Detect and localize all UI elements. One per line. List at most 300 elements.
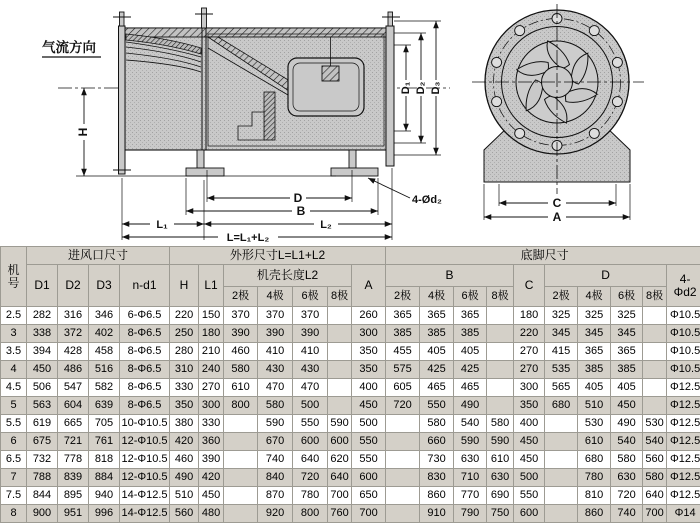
table-cell: 270 (514, 361, 545, 379)
table-cell: 550 (352, 433, 386, 451)
table-cell: 270 (514, 343, 545, 361)
header-d: D (545, 265, 667, 287)
table-cell (224, 415, 258, 433)
table-cell: 316 (58, 307, 89, 325)
table-cell: 14-Φ12.5 (120, 487, 170, 505)
table-cell: 400 (352, 379, 386, 397)
table-cell: 951 (58, 505, 89, 523)
table-cell: 680 (545, 397, 578, 415)
table-cell: 486 (58, 361, 89, 379)
table-cell: 455 (386, 343, 420, 361)
table-cell: 530 (643, 415, 667, 433)
header-d-pole4: 4极 (578, 287, 611, 307)
table-cell: Φ12.5 (667, 415, 700, 433)
table-cell: 619 (27, 415, 58, 433)
dim-label-h: H (76, 128, 90, 137)
dim-label-c: C (553, 196, 562, 210)
table-cell: Φ12.5 (667, 379, 700, 397)
table-cell: 5 (1, 397, 27, 415)
table-cell: 490 (454, 397, 487, 415)
table-cell: 5.5 (1, 415, 27, 433)
dim-label-foot-holes: 4-Ød₂ (412, 194, 442, 206)
table-cell: 740 (258, 451, 293, 469)
dim-label-d2: D₂ (415, 81, 427, 94)
header-d3: D3 (89, 265, 120, 307)
spec-table-rows (1, 307, 700, 523)
table-cell: 180 (199, 325, 224, 343)
table-cell (545, 433, 578, 451)
table-cell: 450 (352, 397, 386, 415)
table-cell: Φ12.5 (667, 433, 700, 451)
side-view (58, 8, 450, 244)
table-cell: 550 (352, 451, 386, 469)
table-cell: 600 (352, 469, 386, 487)
table-cell: 370 (224, 307, 258, 325)
table-cell (328, 307, 352, 325)
header-b-pole2: 2极 (386, 287, 420, 307)
table-cell: 506 (27, 379, 58, 397)
table-cell (487, 397, 514, 415)
table-cell: 450 (199, 487, 224, 505)
table-row (1, 469, 700, 487)
header-a: A (352, 265, 386, 307)
table-cell: 365 (454, 307, 487, 325)
table-row (1, 325, 700, 343)
header-d-pole8: 8极 (643, 287, 667, 307)
table-cell (545, 415, 578, 433)
table-cell: 8 (1, 505, 27, 523)
table-cell: 530 (578, 415, 611, 433)
header-d2: D2 (58, 265, 89, 307)
header-c: C (514, 265, 545, 307)
table-cell: 580 (643, 469, 667, 487)
table-cell: 8-Φ6.5 (120, 325, 170, 343)
table-cell: 400 (514, 415, 545, 433)
table-cell: 810 (578, 487, 611, 505)
dim-label-b: B (297, 204, 306, 218)
table-cell: 450 (514, 451, 545, 469)
inlet-flange (119, 26, 126, 174)
table-cell: 582 (89, 379, 120, 397)
table-row (1, 361, 700, 379)
table-cell (487, 361, 514, 379)
table-cell: 365 (578, 343, 611, 361)
table-cell: 640 (328, 469, 352, 487)
junction-box (322, 66, 339, 81)
table-cell: 490 (170, 469, 199, 487)
table-cell: 700 (352, 505, 386, 523)
table-cell: 420 (170, 433, 199, 451)
header-b-pole6: 6极 (454, 287, 487, 307)
table-cell: 630 (487, 469, 514, 487)
table-cell: 500 (352, 415, 386, 433)
table-cell: 610 (578, 433, 611, 451)
header-l2-pole6: 6极 (293, 287, 328, 307)
airflow-direction-label (42, 39, 101, 57)
table-row (1, 451, 700, 469)
table-cell (224, 469, 258, 487)
table-cell (328, 379, 352, 397)
table-cell: 385 (611, 361, 643, 379)
table-cell: 425 (420, 361, 454, 379)
table-cell: 840 (258, 469, 293, 487)
table-cell (545, 451, 578, 469)
header-b: B (386, 265, 514, 287)
dimension-table (0, 246, 700, 523)
table-cell: 996 (89, 505, 120, 523)
table-cell: Φ10.5 (667, 325, 700, 343)
table-cell: 580 (420, 415, 454, 433)
motor-support (264, 92, 275, 140)
table-cell: 430 (258, 361, 293, 379)
table-cell: 405 (454, 343, 487, 361)
table-cell: 690 (487, 487, 514, 505)
table-row (1, 433, 700, 451)
header-d1: D1 (27, 265, 58, 307)
table-cell: 370 (293, 307, 328, 325)
table-cell: 14-Φ12.5 (120, 505, 170, 523)
header-machine-char2: 号 (1, 277, 26, 290)
table-cell: 350 (352, 361, 386, 379)
table-cell: 730 (420, 451, 454, 469)
table-cell: 720 (293, 469, 328, 487)
table-cell: 410 (293, 343, 328, 361)
table-cell: 4.5 (1, 379, 27, 397)
table-row (1, 415, 700, 433)
table-cell: Φ12.5 (667, 469, 700, 487)
table-cell: 325 (578, 307, 611, 325)
table-cell: 590 (487, 433, 514, 451)
table-cell: 580 (224, 361, 258, 379)
table-row (1, 307, 700, 325)
table-cell: 575 (386, 361, 420, 379)
table-cell: 405 (611, 379, 643, 397)
table-cell: 800 (293, 505, 328, 523)
header-l1: L1 (199, 265, 224, 307)
header-b-pole8: 8极 (487, 287, 514, 307)
table-cell (328, 397, 352, 415)
table-cell: 465 (454, 379, 487, 397)
table-cell (643, 343, 667, 361)
header-overall-group: 外形尺寸L=L1+L2 (170, 247, 386, 265)
table-cell: Φ10.5 (667, 343, 700, 361)
table-cell: 385 (454, 325, 487, 343)
table-cell: 325 (611, 307, 643, 325)
table-cell: 580 (258, 397, 293, 415)
table-cell: 560 (170, 505, 199, 523)
table-cell: 565 (545, 379, 578, 397)
outlet-flange (386, 26, 394, 166)
table-cell: 300 (514, 379, 545, 397)
table-cell: 350 (514, 397, 545, 415)
table-cell: 660 (420, 433, 454, 451)
table-row (1, 397, 700, 415)
dim-label-l-total: L=L₁+L₂ (227, 232, 270, 244)
table-cell: 310 (170, 361, 199, 379)
table-cell: 385 (420, 325, 454, 343)
table-cell (386, 505, 420, 523)
table-cell: 600 (293, 433, 328, 451)
dim-label-d3: D₃ (430, 81, 442, 94)
table-cell: 590 (454, 433, 487, 451)
table-cell (224, 487, 258, 505)
table-cell: 250 (170, 325, 199, 343)
table-cell: 550 (514, 487, 545, 505)
table-cell: 650 (352, 487, 386, 505)
table-cell: 360 (199, 433, 224, 451)
table-cell: 240 (199, 361, 224, 379)
table-cell (224, 505, 258, 523)
table-cell: 895 (58, 487, 89, 505)
table-cell: 415 (545, 343, 578, 361)
table-cell: 350 (352, 343, 386, 361)
table-cell: 740 (611, 505, 643, 523)
table-row (1, 343, 700, 361)
table-cell (643, 361, 667, 379)
table-cell: 2.5 (1, 307, 27, 325)
table-cell: 338 (27, 325, 58, 343)
table-cell: 330 (199, 415, 224, 433)
front-view (472, 4, 644, 224)
table-cell (545, 469, 578, 487)
table-cell: 600 (514, 505, 545, 523)
header-d-pole2: 2极 (545, 287, 578, 307)
table-cell: 390 (224, 325, 258, 343)
table-cell: 450 (514, 433, 545, 451)
table-cell: Φ10.5 (667, 361, 700, 379)
airflow-text: 气流方向 (42, 39, 96, 55)
table-cell: 705 (89, 415, 120, 433)
table-cell: 700 (328, 487, 352, 505)
table-cell: 670 (258, 433, 293, 451)
table-cell: 480 (199, 505, 224, 523)
table-cell: 844 (27, 487, 58, 505)
table-cell: 780 (578, 469, 611, 487)
table-row (1, 487, 700, 505)
table-cell: 800 (224, 397, 258, 415)
table-cell: 365 (420, 307, 454, 325)
table-cell: 270 (199, 379, 224, 397)
table-cell: 500 (293, 397, 328, 415)
table-cell (487, 343, 514, 361)
header-l2-pole2: 2极 (224, 287, 258, 307)
table-cell: 590 (328, 415, 352, 433)
table-cell (487, 379, 514, 397)
table-cell: 870 (258, 487, 293, 505)
table-cell: 590 (258, 415, 293, 433)
table-cell: 732 (27, 451, 58, 469)
table-cell: 500 (514, 469, 545, 487)
table-cell: 563 (27, 397, 58, 415)
table-cell: 516 (89, 361, 120, 379)
table-cell (545, 505, 578, 523)
table-cell: 610 (224, 379, 258, 397)
table-cell: 465 (420, 379, 454, 397)
table-cell: 12-Φ10.5 (120, 433, 170, 451)
table-cell: 6.5 (1, 451, 27, 469)
header-hole-spec (667, 265, 700, 307)
table-cell: 680 (578, 451, 611, 469)
table-cell: Φ14 (667, 505, 700, 523)
table-cell: 385 (578, 361, 611, 379)
header-foot-group: 底脚尺寸 (386, 247, 700, 265)
table-cell: 410 (258, 343, 293, 361)
header-hole-spec-line1: 4- (667, 273, 700, 286)
table-cell: 8-Φ6.5 (120, 361, 170, 379)
table-cell: 12-Φ10.5 (120, 451, 170, 469)
fan-drawing-svg (0, 0, 700, 246)
table-cell (643, 379, 667, 397)
table-cell: 282 (27, 307, 58, 325)
table-cell: 604 (58, 397, 89, 415)
table-cell: 405 (420, 343, 454, 361)
table-row (1, 379, 700, 397)
table-cell: 380 (170, 415, 199, 433)
table-cell: 547 (58, 379, 89, 397)
table-row (1, 505, 700, 523)
table-cell: 605 (386, 379, 420, 397)
table-cell: 470 (293, 379, 328, 397)
table-cell: Φ12.5 (667, 397, 700, 415)
table-cell: 550 (293, 415, 328, 433)
table-cell: 385 (386, 325, 420, 343)
table-cell: 350 (170, 397, 199, 415)
header-d-pole6: 6极 (611, 287, 643, 307)
table-cell (386, 451, 420, 469)
table-cell: 540 (454, 415, 487, 433)
table-cell: 420 (199, 469, 224, 487)
dim-label-l1: L₁ (156, 219, 168, 231)
table-cell (328, 361, 352, 379)
table-cell: 910 (420, 505, 454, 523)
dim-label-a: A (553, 210, 562, 224)
table-cell (643, 307, 667, 325)
table-cell: 900 (27, 505, 58, 523)
table-cell: 394 (27, 343, 58, 361)
table-cell: 180 (514, 307, 545, 325)
table-cell: 365 (611, 343, 643, 361)
table-cell: 365 (386, 307, 420, 325)
table-cell: 450 (611, 397, 643, 415)
table-cell: 470 (258, 379, 293, 397)
table-cell: Φ12.5 (667, 451, 700, 469)
table-cell: 8-Φ6.5 (120, 379, 170, 397)
table-cell: 390 (258, 325, 293, 343)
table-cell: 3 (1, 325, 27, 343)
table-cell: 640 (643, 487, 667, 505)
table-cell (643, 397, 667, 415)
table-cell: 260 (352, 307, 386, 325)
header-h: H (170, 265, 199, 307)
header-casing-length: 机壳长度L2 (224, 265, 352, 287)
table-cell: 372 (58, 325, 89, 343)
table-cell: 788 (27, 469, 58, 487)
table-cell: 7 (1, 469, 27, 487)
table-cell: 580 (611, 451, 643, 469)
header-nd1: n-d1 (120, 265, 170, 307)
table-cell: 580 (487, 415, 514, 433)
table-cell: 8-Φ6.5 (120, 343, 170, 361)
table-cell: 150 (199, 307, 224, 325)
table-cell (224, 433, 258, 451)
table-cell: 630 (454, 451, 487, 469)
table-cell: 778 (58, 451, 89, 469)
table-cell: 540 (643, 433, 667, 451)
dim-label-d: D (294, 191, 303, 205)
table-cell: 345 (578, 325, 611, 343)
header-inlet-group: 进风口尺寸 (27, 247, 170, 265)
table-cell: 630 (611, 469, 643, 487)
table-cell: 345 (611, 325, 643, 343)
table-cell: 330 (170, 379, 199, 397)
table-cell: 839 (58, 469, 89, 487)
table-cell: 710 (454, 469, 487, 487)
table-cell: 220 (170, 307, 199, 325)
table-cell (487, 307, 514, 325)
dim-label-d1: D₁ (400, 81, 412, 94)
header-hole-spec-line2: Φd2 (667, 286, 700, 299)
header-machine-no (1, 247, 27, 307)
table-cell: 6-Φ6.5 (120, 307, 170, 325)
table-cell: 540 (611, 433, 643, 451)
table-cell: 860 (420, 487, 454, 505)
table-cell: 345 (545, 325, 578, 343)
table-cell (224, 451, 258, 469)
table-cell (545, 487, 578, 505)
table-cell: 884 (89, 469, 120, 487)
table-cell (386, 415, 420, 433)
table-cell: 8-Φ6.5 (120, 397, 170, 415)
table-cell: 7.5 (1, 487, 27, 505)
table-cell: 430 (293, 361, 328, 379)
table-cell: 700 (643, 505, 667, 523)
table-cell: 818 (89, 451, 120, 469)
table-cell: 3.5 (1, 343, 27, 361)
table-cell: 300 (352, 325, 386, 343)
table-cell: 10-Φ10.5 (120, 415, 170, 433)
table-cell: 620 (328, 451, 352, 469)
dim-label-l2: L₂ (320, 219, 332, 231)
table-cell: 490 (611, 415, 643, 433)
table-cell: 346 (89, 307, 120, 325)
table-cell: 665 (58, 415, 89, 433)
table-cell: Φ12.5 (667, 487, 700, 505)
table-cell: 220 (514, 325, 545, 343)
header-machine-char1: 机 (1, 264, 26, 277)
table-cell: 721 (58, 433, 89, 451)
mounting-feet (186, 150, 378, 176)
table-cell: 450 (27, 361, 58, 379)
header-b-pole4: 4极 (420, 287, 454, 307)
table-cell: 405 (578, 379, 611, 397)
table-cell: 780 (293, 487, 328, 505)
table-cell: 4 (1, 361, 27, 379)
table-cell: 460 (170, 451, 199, 469)
header-l2-pole8: 8极 (328, 287, 352, 307)
table-cell: 390 (293, 325, 328, 343)
table-cell (487, 325, 514, 343)
table-cell: 920 (258, 505, 293, 523)
table-cell: 639 (89, 397, 120, 415)
table-cell: 640 (293, 451, 328, 469)
table-cell: 510 (578, 397, 611, 415)
table-cell: 280 (170, 343, 199, 361)
table-cell: 458 (89, 343, 120, 361)
table-cell: 300 (199, 397, 224, 415)
table-cell: 860 (578, 505, 611, 523)
table-cell: 370 (258, 307, 293, 325)
table-cell: 425 (454, 361, 487, 379)
